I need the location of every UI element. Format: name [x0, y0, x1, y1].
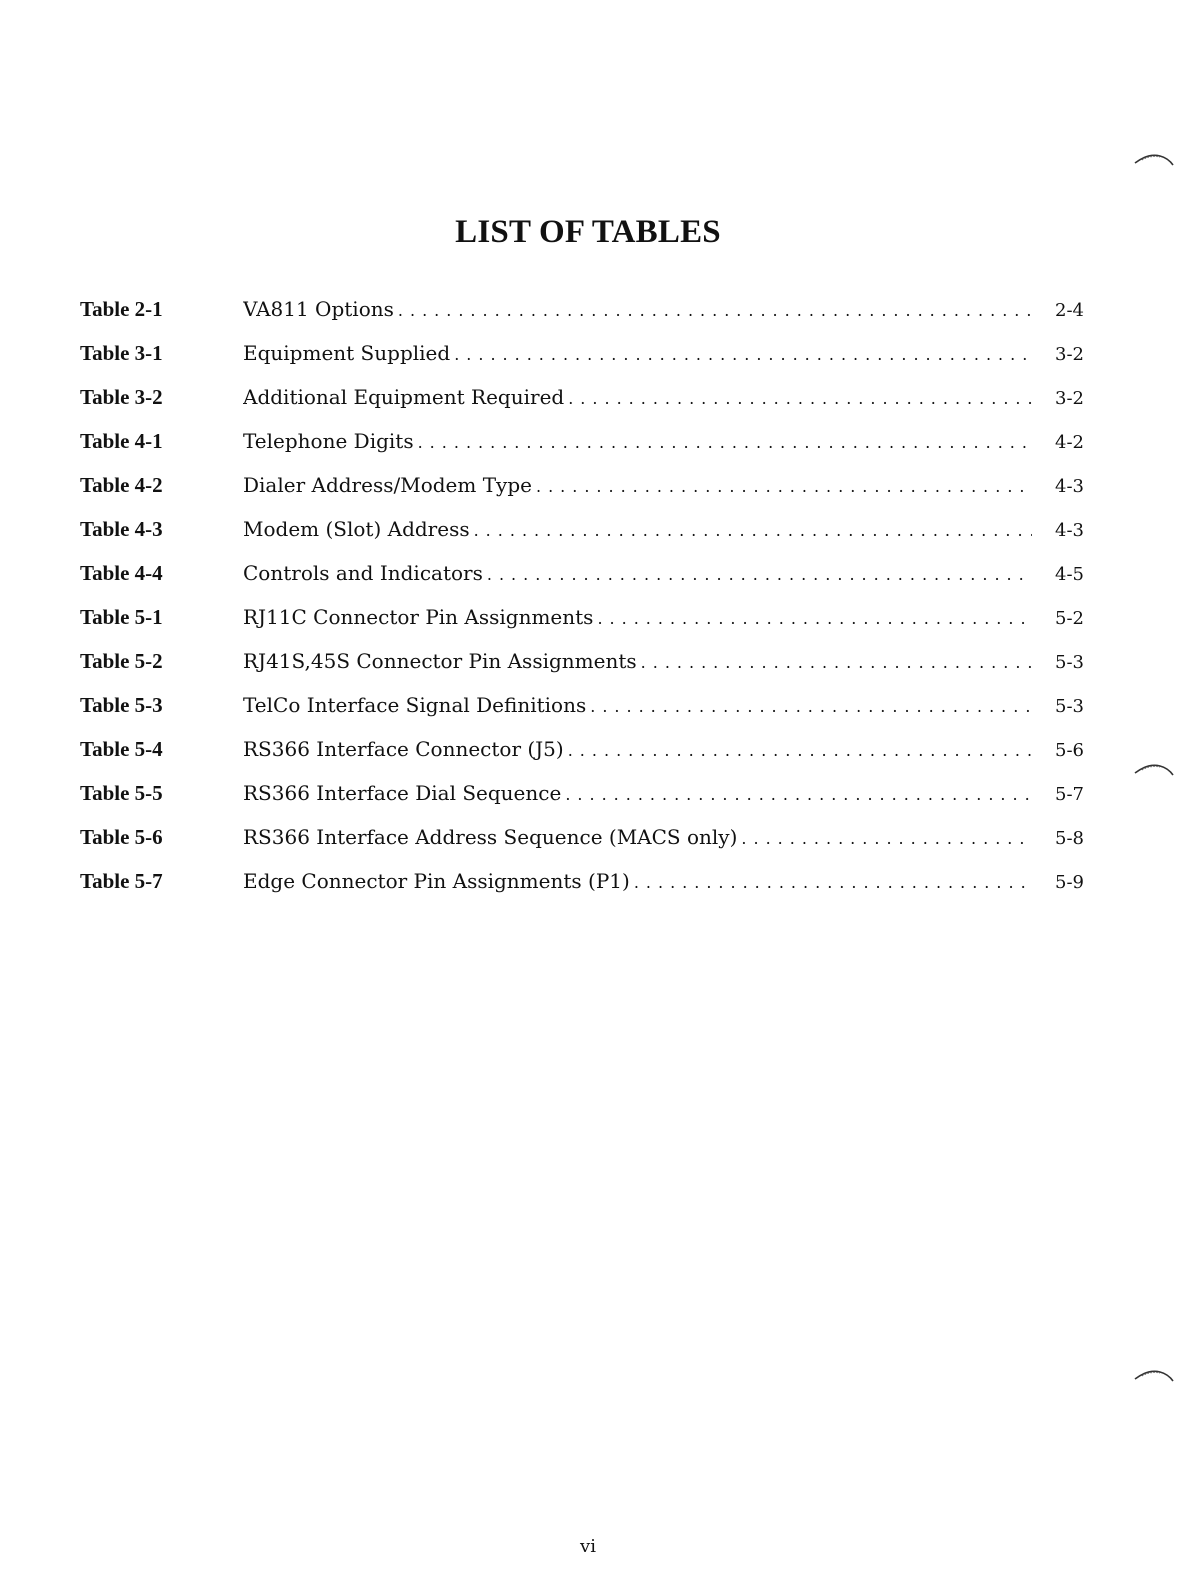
table-page: 3-2 — [1055, 388, 1084, 409]
leader-dots — [641, 643, 1032, 683]
table-page: 5-6 — [1055, 740, 1084, 761]
table-title — [243, 509, 1046, 551]
table-label: Table 4-4 — [80, 561, 163, 585]
table-label: Table 2-1 — [80, 297, 163, 321]
list-item[interactable] — [80, 641, 1084, 685]
table-label: Table 5-2 — [80, 649, 163, 673]
leader-dots — [418, 423, 1032, 463]
list-item[interactable] — [80, 773, 1084, 817]
table-label: Table 4-3 — [80, 517, 163, 541]
list-item[interactable] — [80, 597, 1084, 641]
page-title: LIST OF TABLES — [455, 214, 721, 250]
leader-dots — [597, 599, 1032, 639]
list-item[interactable] — [80, 333, 1084, 377]
table-title — [243, 421, 1046, 463]
table-page: 4-5 — [1055, 564, 1084, 585]
table-title — [243, 465, 1046, 507]
leader-dots — [741, 819, 1032, 859]
table-title-text: Equipment Supplied — [243, 341, 451, 365]
list-item[interactable] — [80, 421, 1084, 465]
table-title — [243, 377, 1046, 419]
table-page: 5-3 — [1055, 652, 1084, 673]
binder-hole-mark-icon — [1134, 152, 1174, 166]
leader-dots — [487, 555, 1032, 595]
table-label: Table 4-2 — [80, 473, 163, 497]
table-title-text: Additional Equipment Required — [243, 385, 565, 409]
table-page: 3-2 — [1055, 344, 1084, 365]
table-title — [243, 685, 1046, 727]
table-title — [243, 597, 1046, 639]
list-item[interactable] — [80, 685, 1084, 729]
table-title — [243, 729, 1046, 771]
table-title-text: RJ41S,45S Connector Pin Assignments — [243, 649, 637, 673]
table-label: Table 3-2 — [80, 385, 163, 409]
table-page: 4-2 — [1055, 432, 1084, 453]
table-label: Table 5-1 — [80, 605, 163, 629]
leader-dots — [634, 863, 1032, 903]
table-title-text: RS366 Interface Connector (J5) — [243, 737, 564, 761]
list-item[interactable] — [80, 553, 1084, 597]
table-title — [243, 773, 1046, 815]
list-item[interactable] — [80, 377, 1084, 421]
leader-dots — [398, 291, 1032, 331]
list-item[interactable] — [80, 289, 1084, 333]
table-title-text: Controls and Indicators — [243, 561, 483, 585]
table-label: Table 5-6 — [80, 825, 163, 849]
table-title-text: RS366 Interface Dial Sequence — [243, 781, 562, 805]
list-item[interactable] — [80, 465, 1084, 509]
table-label: Table 5-4 — [80, 737, 163, 761]
table-title-text: Edge Connector Pin Assignments (P1) — [243, 869, 630, 893]
table-title — [243, 861, 1046, 903]
table-title-text: Dialer Address/Modem Type — [243, 473, 532, 497]
table-label: Table 5-7 — [80, 869, 163, 893]
table-page: 5-2 — [1055, 608, 1084, 629]
table-title-text: Telephone Digits — [243, 429, 414, 453]
list-item[interactable] — [80, 817, 1084, 861]
table-page: 4-3 — [1055, 520, 1084, 541]
leader-dots — [590, 687, 1032, 727]
table-title-text: VA811 Options — [243, 297, 394, 321]
list-item[interactable] — [80, 861, 1084, 905]
leader-dots — [454, 335, 1032, 375]
table-title — [243, 641, 1046, 683]
table-title-text: TelCo Interface Signal Definitions — [243, 693, 587, 717]
leader-dots — [536, 467, 1032, 507]
leader-dots — [568, 379, 1032, 419]
binder-hole-mark-icon — [1134, 1368, 1174, 1382]
table-page: 4-3 — [1055, 476, 1084, 497]
table-label: Table 5-3 — [80, 693, 163, 717]
page-number: vi — [580, 1536, 596, 1557]
table-title-text: RJ11C Connector Pin Assignments — [243, 605, 594, 629]
table-title-text: Modem (Slot) Address — [243, 517, 470, 541]
table-label: Table 4-1 — [80, 429, 163, 453]
list-item[interactable] — [80, 729, 1084, 773]
table-list — [80, 289, 1084, 905]
table-page: 5-3 — [1055, 696, 1084, 717]
list-item[interactable] — [80, 509, 1084, 553]
table-page: 5-9 — [1055, 872, 1084, 893]
binder-hole-mark-icon — [1134, 762, 1174, 776]
table-title — [243, 289, 1046, 331]
table-title — [243, 333, 1046, 375]
table-page: 2-4 — [1055, 300, 1084, 321]
table-page: 5-8 — [1055, 828, 1084, 849]
leader-dots — [568, 731, 1032, 771]
leader-dots — [474, 511, 1032, 551]
table-page: 5-7 — [1055, 784, 1084, 805]
table-title — [243, 817, 1046, 859]
leader-dots — [565, 775, 1032, 815]
table-label: Table 5-5 — [80, 781, 163, 805]
table-title-text: RS366 Interface Address Sequence (MACS only) — [243, 825, 738, 849]
table-label: Table 3-1 — [80, 341, 163, 365]
table-title — [243, 553, 1046, 595]
